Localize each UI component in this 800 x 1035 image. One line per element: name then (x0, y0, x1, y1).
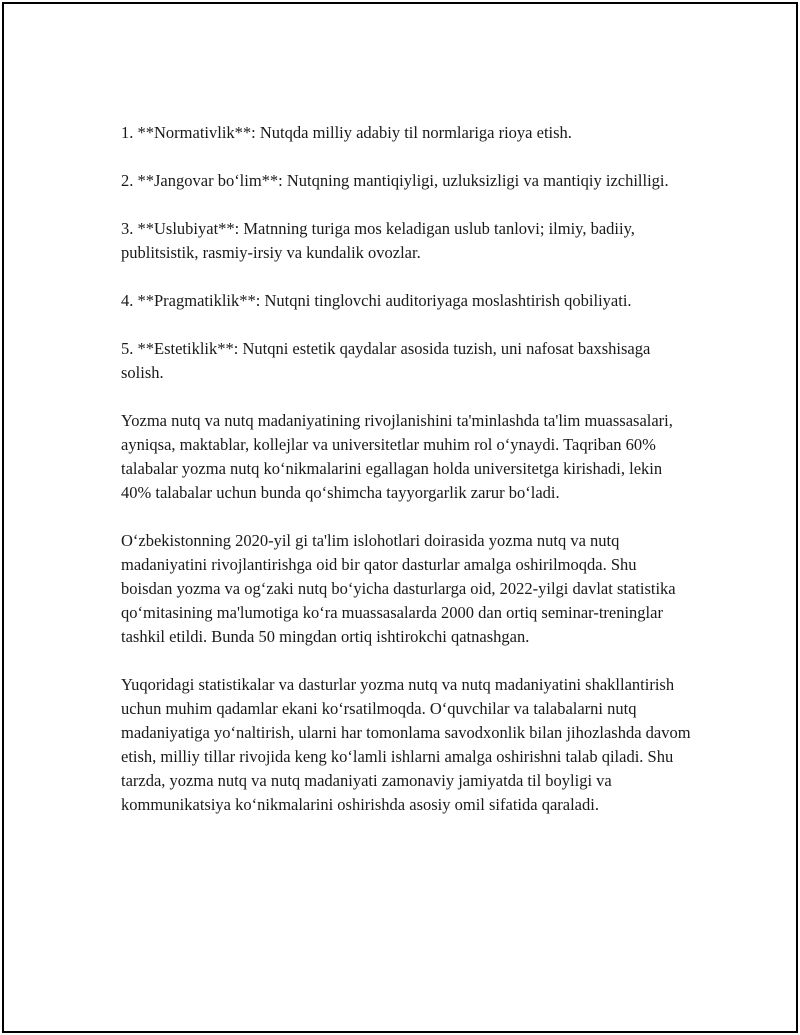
list-item-normativlik: 1. **Normativlik**: Nutqda milliy adabiy til normlariga rioya etish. (121, 123, 572, 142)
list-item-jangovar-bolim: 2. **Jangovar bo‘lim**: Nutqning mantiqiyligi, uzluksizligi va mantiqiy izchilligi. (121, 171, 669, 190)
list-item-pragmatiklik: 4. **Pragmatiklik**: Nutqni tinglovchi auditoriyaga moslashtirish qobiliyati. (121, 291, 632, 310)
paragraph-education-institutions: Yozma nutq va nutq madaniyatining rivojlanishini ta'minlashda ta'lim muassasalari, ayniqsa, maktablar, kollejlar va universitetlar muhim rol o‘ynaydi. Taqriban 60% talabalar yozma nutq ko‘nikmalarini egallagan holda universitetga kirishadi, lekin 40% talabalar uchun bunda qo‘shimcha tayyorgarlik zarur bo‘ladi. (121, 411, 673, 502)
document-body (121, 121, 691, 841)
page-frame (2, 2, 798, 1033)
paragraph-conclusion: Yuqoridagi statistikalar va dasturlar yozma nutq va nutq madaniyatini shakllantirish uchun muhim qadamlar ekani ko‘rsatilmoqda. O‘quvchilar va talabalarni nutq madaniyatiga yo‘naltirish, ularni har tomonlama savodxonlik bilan jihozlashda davom etish, milliy tillar rivojida keng ko‘lamli ishlarni amalga oshirishni talab qiladi. Shu tarzda, yozma nutq va nutq madaniyati zamonaviy jamiyatda til boyligi va kommunikatsiya ko‘nikmalarini oshirishda asosiy omil sifatida qaraladi. (121, 675, 691, 814)
paragraph-reforms-statistics: O‘zbekistonning 2020-yil gi ta'lim islohotlari doirasida yozma nutq va nutq madaniyatini rivojlantirishga oid bir qator dasturlar amalga oshirilmoqda. Shu boisdan yozma va og‘zaki nutq bo‘yicha dasturlarga oid, 2022-yilgi davlat statistika qo‘mitasining ma'lumotiga ko‘ra muassasalarda 2000 dan ortiq seminar-treninglar tashkil etildi. Bunda 50 mingdan ortiq ishtirokchi qatnashgan. (121, 531, 676, 646)
list-item-uslubiyat: 3. **Uslubiyat**: Matnning turiga mos keladigan uslub tanlovi; ilmiy, badiiy, publitsistik, rasmiy-irsiy va kundalik ovozlar. (121, 219, 635, 262)
list-item-estetiklik: 5. **Estetiklik**: Nutqni estetik qaydalar asosida tuzish, uni nafosat baxshisaga solish. (121, 339, 651, 382)
